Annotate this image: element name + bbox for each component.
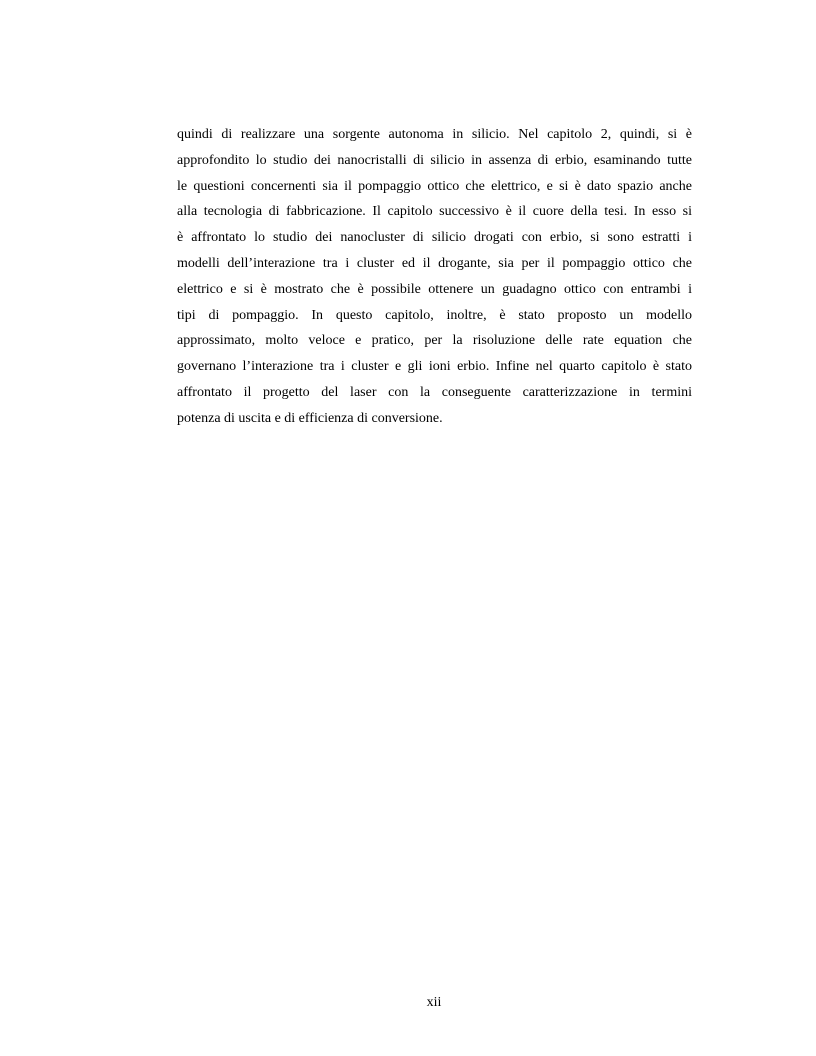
page-number: xii [426,995,442,1010]
paragraph-line: è affrontato lo studio dei nanocluster di silicio drogati con erbio, si sono estratti i [177,230,692,246]
paragraph-line: alla tecnologia di fabbricazione. Il capitolo successivo è il cuore della tesi. In esso si [177,204,692,220]
body-paragraph [177,122,692,432]
paragraph-line: elettrico e si è mostrato che è possibile ottenere un guadagno ottico con entrambi i [177,281,692,297]
paragraph-line: approfondito lo studio dei nanocristalli di silicio in assenza di erbio, esaminando tutte [177,152,692,168]
paragraph-line: affrontato il progetto del laser con la conseguente caratterizzazione in termini [177,384,692,400]
paragraph-line: le questioni concernenti sia il pompaggio ottico che elettrico, e si è dato spazio anche [177,178,692,194]
paragraph-line: tipi di pompaggio. In questo capitolo, inoltre, è stato proposto un modello [177,307,692,323]
paragraph-line: modelli dell’interazione tra i cluster ed il drogante, sia per il pompaggio ottico che [177,255,692,271]
paragraph-line: quindi di realizzare una sorgente autonoma in silicio. Nel capitolo 2, quindi, si è [177,127,692,142]
paragraph-line: approssimato, molto veloce e pratico, per la risoluzione delle rate equation che [177,333,692,349]
paragraph-line-last: potenza di uscita e di efficienza di conversione. [177,410,443,426]
paragraph-line: governano l’interazione tra i cluster e gli ioni erbio. Infine nel quarto capitolo è stato [177,359,692,375]
